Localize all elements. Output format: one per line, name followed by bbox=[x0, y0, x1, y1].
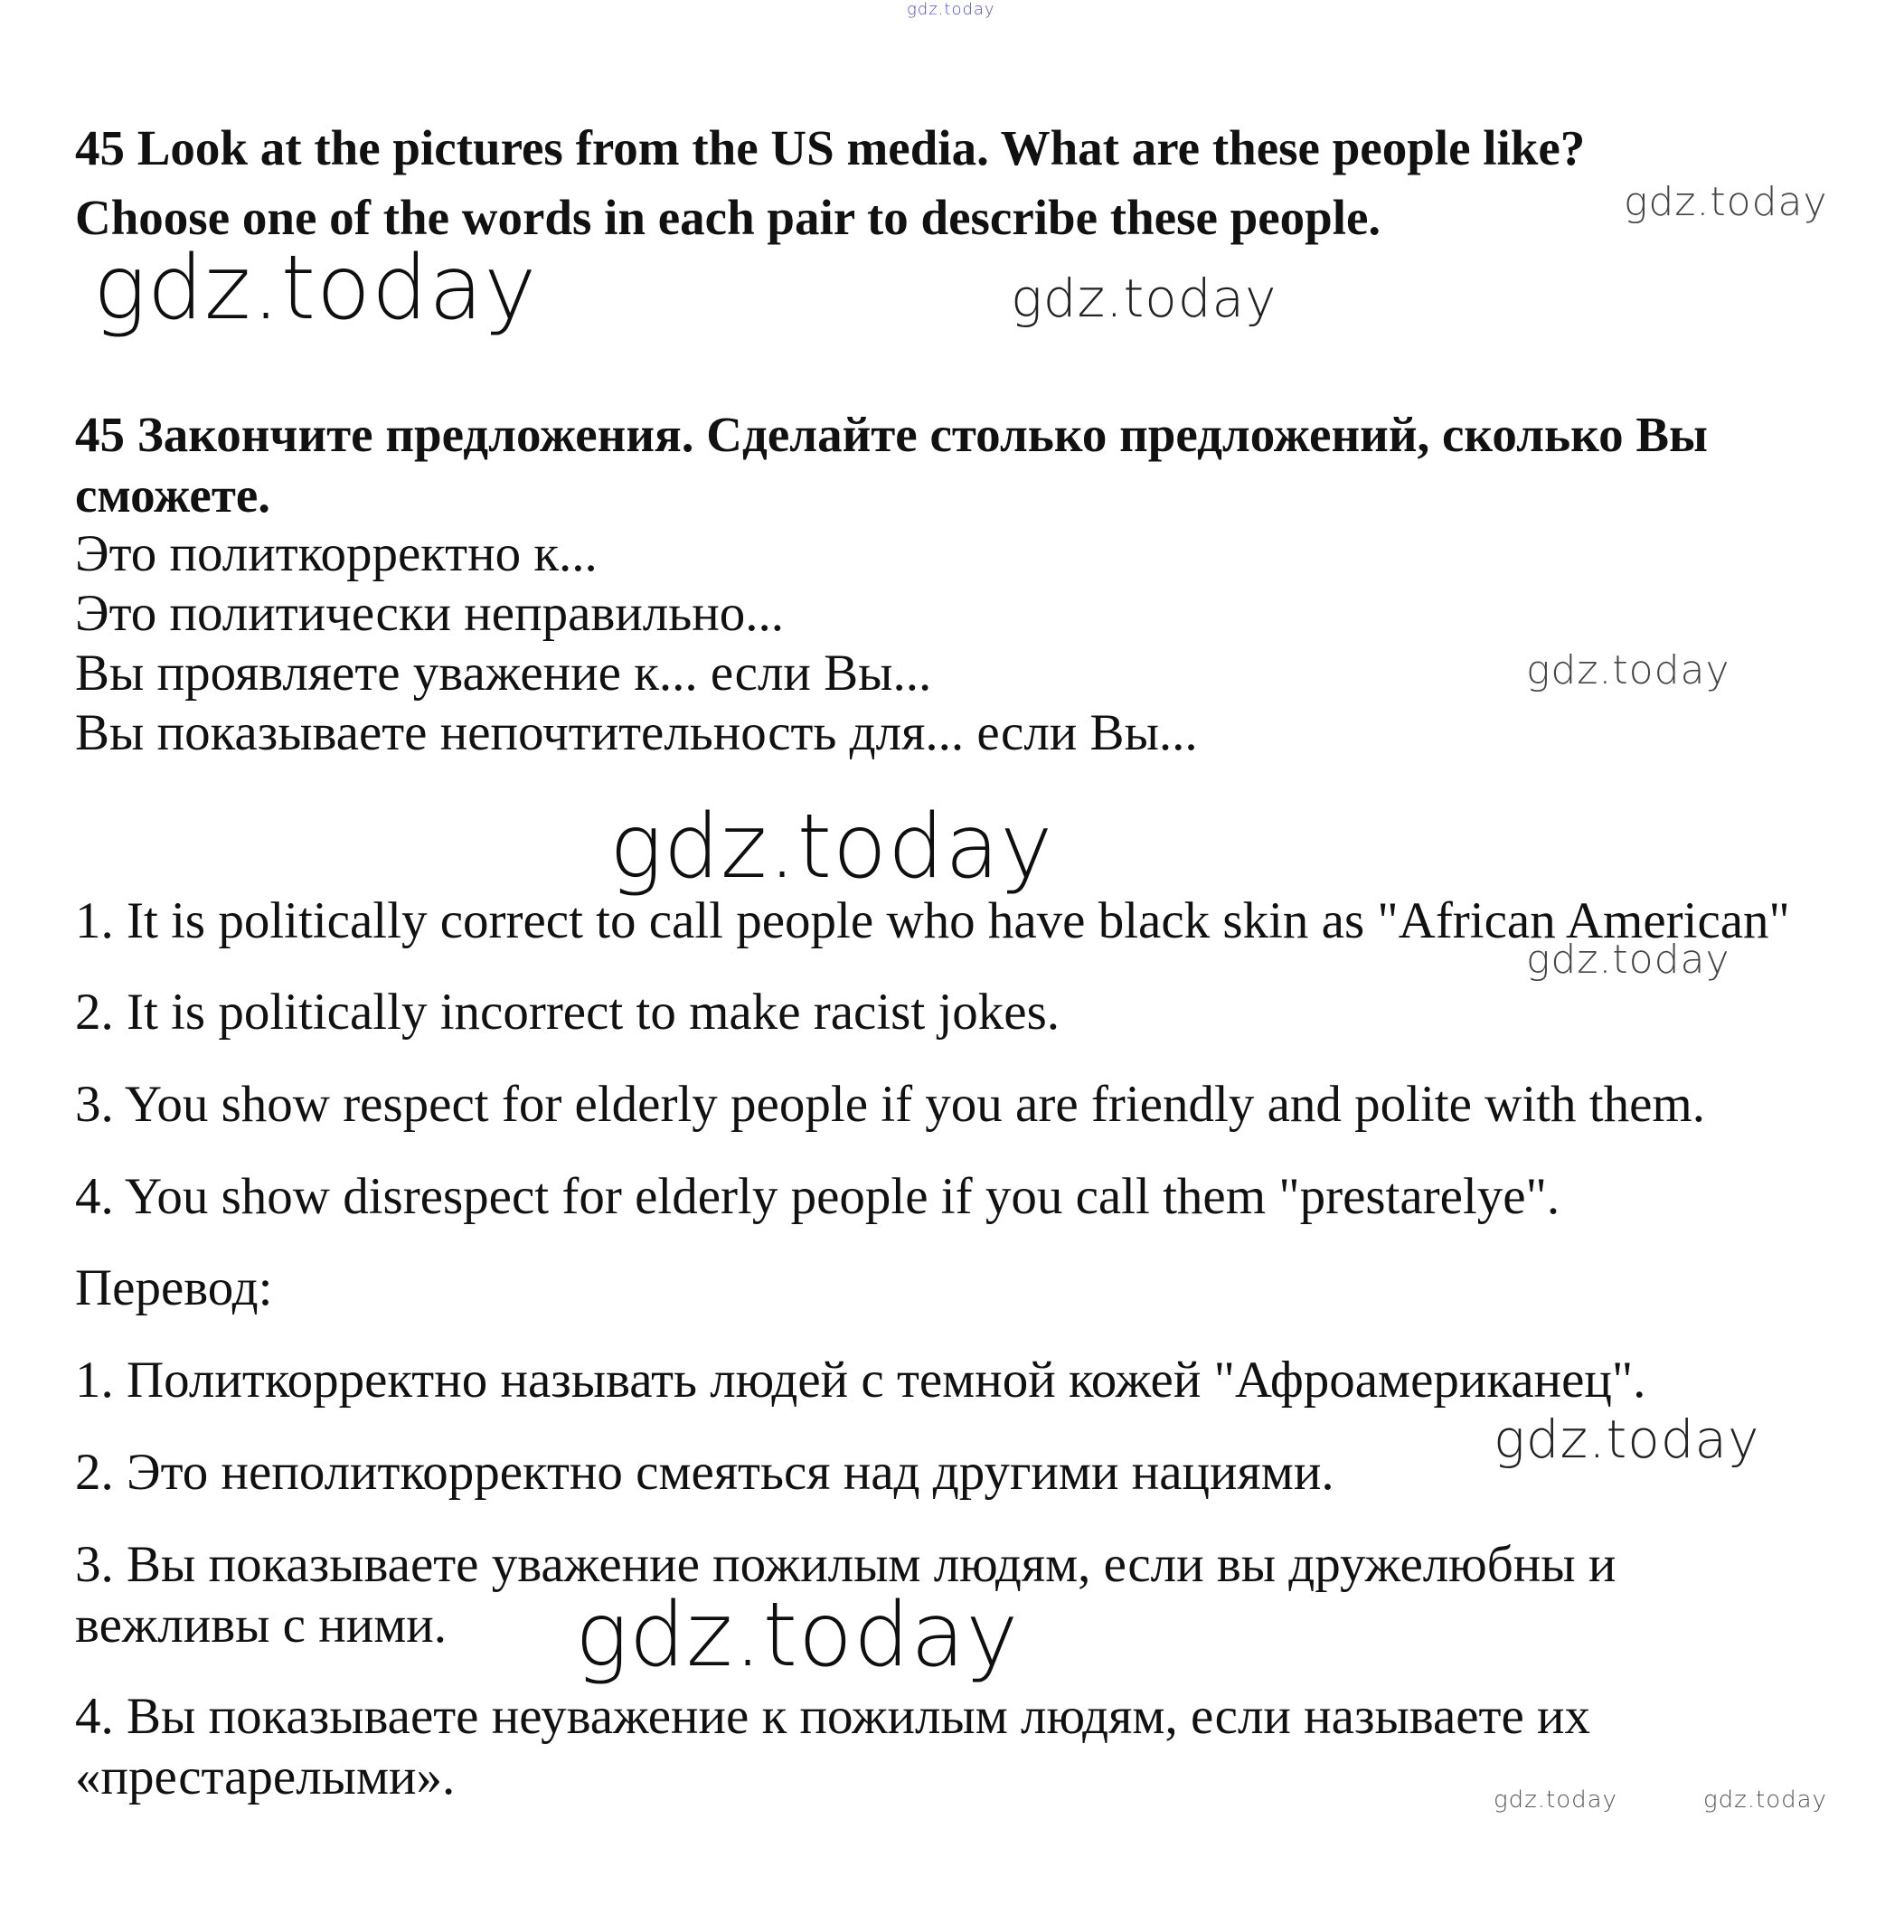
task-heading-en-line-1: 45 Look at the pictures from the US media. What are these people like? bbox=[75, 120, 1586, 175]
watermark-top: gdz.today bbox=[907, 0, 995, 19]
answer-ru-2: 2. Это неполиткорректно смеяться над другими нациями. bbox=[75, 1444, 1334, 1501]
watermark: gdz.today bbox=[93, 237, 538, 340]
watermark: gdz.today bbox=[1526, 937, 1730, 983]
task-heading-ru-line-2: сможете. bbox=[75, 467, 271, 523]
task-heading-ru-line-1: 45 Закончите предложения. Сделайте столько предложений, сколько Вы bbox=[75, 407, 1708, 462]
watermark: gdz.today bbox=[1624, 179, 1828, 225]
prompt-item: Вы показываете непочтительность для... если Вы... bbox=[75, 704, 1198, 761]
answer-ru-4-line-2: «престарелыми». bbox=[75, 1748, 456, 1805]
prompt-item: Вы проявляете уважение к... если Вы... bbox=[75, 645, 932, 702]
watermark: gdz.today bbox=[575, 1584, 1020, 1687]
translation-label: Перевод: bbox=[75, 1259, 273, 1316]
watermark: gdz.today bbox=[609, 796, 1054, 899]
answer-en-4: 4. You show disrespect for elderly people if you call them "prestarelye". bbox=[75, 1168, 1560, 1225]
prompt-item: Это политически неправильно... bbox=[75, 585, 785, 642]
answer-ru-4-line-1: 4. Вы показываете неуважение к пожилым людям, если называете их bbox=[75, 1688, 1591, 1745]
watermark: gdz.today bbox=[1703, 1786, 1827, 1814]
watermark: gdz.today bbox=[1526, 647, 1730, 693]
answer-en-1: 1. It is politically correct to call people who have black skin as "African American" bbox=[75, 892, 1790, 949]
task-heading-en-line-2: Choose one of the words in each pair to describe these people. bbox=[75, 190, 1381, 245]
answer-en-2: 2. It is politically incorrect to make racist jokes. bbox=[75, 984, 1060, 1041]
answer-en-3: 3. You show respect for elderly people if you are friendly and polite with them. bbox=[75, 1076, 1705, 1133]
watermark: gdz.today bbox=[1494, 1409, 1760, 1470]
answer-ru-3-line-2: вежливы с ними. bbox=[75, 1597, 448, 1654]
answer-ru-1: 1. Политкорректно называть людей с темной кожей "Афроамериканец". bbox=[75, 1352, 1646, 1409]
watermark: gdz.today bbox=[1011, 268, 1277, 329]
answer-ru-3-line-1: 3. Вы показываете уважение пожилым людям, если вы дружелюбны и bbox=[75, 1536, 1617, 1593]
watermark: gdz.today bbox=[1494, 1786, 1617, 1814]
prompt-item: Это политкорректно к... bbox=[75, 525, 598, 582]
